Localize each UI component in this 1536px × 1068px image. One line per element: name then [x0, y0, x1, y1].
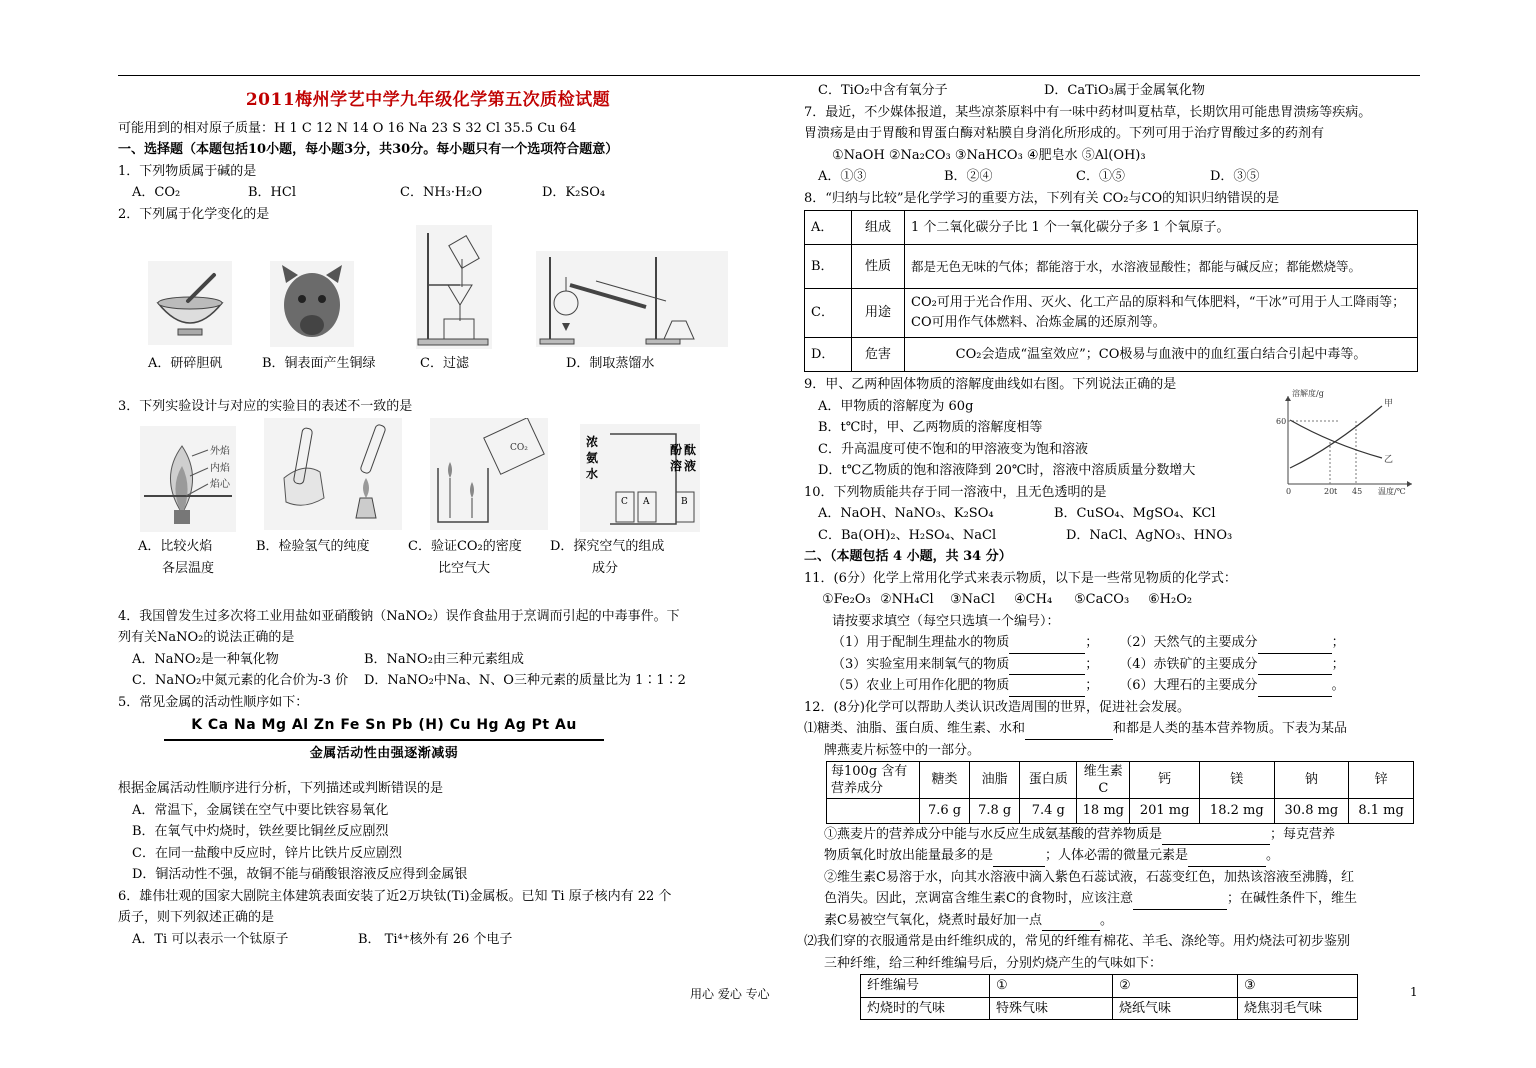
q9-stem: 9．甲、乙两种固体物质的溶解度曲线如右图。下列说法正确的是 — [804, 377, 1177, 392]
q8-cell-key: 用途 — [852, 289, 905, 338]
q8-cell-text: 都是无色无味的气体；都能溶于水，水溶液显酸性；都能与碱反应；都能燃烧等。 — [905, 245, 1418, 289]
q2-option-a: A．研碎胆矾 — [148, 356, 223, 371]
q2-stem: 2．下列属于化学变化的是 — [118, 206, 270, 222]
q8-cell-opt: D． — [805, 338, 852, 372]
q11-prompt-4: （4）赤铁矿的主要成分 — [1119, 656, 1258, 672]
table-row — [827, 799, 1414, 824]
q6-option-a: A．Ti 可以表示一个钛原子 — [132, 931, 289, 947]
q10-option-b: B．CuSO₄、MgSO₄、KCl — [1054, 506, 1216, 521]
nutrition-head-5: 钙 — [1130, 762, 1200, 799]
section-1-heading: 一、选择题（本题包括10小题，每小题3分，共30分。每小题只有一个选项符合题意） — [118, 142, 619, 157]
q10-option-a: A．NaOH、NaNO₃、K₂SO₄ — [818, 506, 994, 521]
table-row — [861, 975, 1358, 998]
solubility-graph — [1272, 384, 1422, 496]
q10-option-d: D．NaCl、AgNO₃、HNO₃ — [1066, 527, 1233, 543]
graph-xlabel: 温度/℃ — [1378, 487, 1406, 496]
curve-yi — [1290, 420, 1382, 458]
q3-option-c: C．验证CO₂的密度 — [408, 538, 522, 554]
nutrition-val-7: 30.8 mg — [1274, 799, 1349, 824]
q5-option-c: C．在同一盐酸中反应时，锌片比铁片反应剧烈 — [132, 845, 402, 861]
q12-answer-additive[interactable] — [1042, 910, 1100, 932]
q6-option-d: D．CaTiO₃属于金属氧化物 — [1044, 83, 1205, 98]
q9-option-a: A．甲物质的溶解度为 60g — [818, 398, 974, 414]
q1-option-d: D．K₂SO₄ — [542, 185, 606, 200]
metal-caption: 金属活动性由强逐渐减弱 — [309, 745, 459, 761]
table-row — [805, 338, 1418, 372]
metal-rule — [164, 739, 604, 741]
fiber-head-1: ① — [990, 975, 1113, 998]
table-row — [827, 762, 1414, 799]
q8-cell-opt: C． — [805, 289, 852, 338]
beaker-label-b: B — [681, 496, 688, 507]
q8-stem: 8．“归纳与比较”是化学学习的重要方法，下列有关 CO₂与CO的知识归纳错误的是 — [804, 190, 1280, 206]
q11-prompt-2: （2）天然气的主要成分 — [1119, 635, 1258, 650]
q8-cell-text: CO₂可用于光合作用、灭火、化工产品的原料和气体肥料，“干冰”可用于人工降雨等；CO可用作气体燃料、冶炼金属的还原剂等。 — [905, 289, 1418, 338]
q12-p2-line2: 三种纤维，给三种纤维编号后，分别灼烧产生的气味如下： — [824, 955, 1163, 971]
q7-option-a: A．①③ — [818, 169, 867, 184]
q12-s1-line1: ①燕麦片的营养成分中能与水反应生成氨基酸的营养物质是 ；每克营养 — [804, 824, 1424, 846]
q3-option-d: D．探究空气的组成 — [550, 538, 665, 554]
q6-stem-1: 6．雄伟壮观的国家大剧院主体建筑表面安装了近2万块钛(Ti)金属板。已知 Ti 原子核内有 22 个 — [118, 888, 672, 904]
nutrition-val-8: 8.1 mg — [1349, 799, 1414, 824]
q11-answer-6[interactable] — [1258, 675, 1332, 697]
q11-row-2: （3）实验室用来制氧气的物质 ； （4）赤铁矿的主要成分 ； — [804, 654, 1424, 676]
q4-options-cd — [118, 670, 738, 692]
q4-option-a: A．NaNO₂是一种氧化物 — [132, 651, 279, 667]
atomic-masses: 可能用到的相对原子质量：H 1 C 12 N 14 O 16 Na 23 S 32 Cl 35.5 Cu 64 — [118, 120, 577, 136]
nutrition-val-1: 7.6 g — [920, 799, 970, 824]
q6-option-b: B． Ti⁴⁺核外有 26 个电子 — [358, 931, 513, 947]
q7-stem-2: 胃溃疡是由于胃酸和胃蛋白酶对粘膜自身消化所形成的。下列可用于治疗胃酸过多的药剂有 — [804, 126, 1325, 141]
q7-option-c: C．①⑤ — [1076, 169, 1125, 184]
q5-option-d: D．铜活动性不强，故铜不能与硝酸银溶液反应得到金属银 — [132, 867, 468, 882]
q11-row-3: （5）农业上可用作化肥的物质 ； （6）大理石的主要成分 。 — [804, 675, 1424, 697]
nutrition-head-0: 每100g 含有营养成分 — [827, 762, 920, 799]
nutrition-head-3: 蛋白质 — [1020, 762, 1077, 799]
distillation-image — [536, 251, 728, 347]
q12-s2-line1: ②维生素C易溶于水，向其水溶液中滴入紫色石蕊试液，石蕊变红色，加热该溶液至沸腾，红 — [824, 869, 1354, 885]
q11-row-1: （1）用于配制生理盐水的物质 ； （2）天然气的主要成分 ； — [804, 632, 1424, 654]
co2-label: CO₂ — [510, 442, 528, 453]
q12-answer-protein[interactable] — [1162, 824, 1270, 846]
q12-answer-trace[interactable] — [1188, 845, 1266, 867]
q3-option-c-line2: 比空气大 — [438, 560, 491, 576]
beaker-label-c: C — [621, 496, 628, 507]
q8-cell-key: 危害 — [852, 338, 905, 372]
q11-item-5: ⑤CaCO₃ — [1074, 592, 1130, 607]
q4-option-b: B．NaNO₂由三种元素组成 — [364, 651, 524, 667]
q2-option-b: B．铜表面产生铜绿 — [262, 356, 376, 371]
q11-prompt-6: （6）大理石的主要成分 — [1119, 678, 1258, 693]
top-rule — [118, 75, 1420, 76]
nutrition-head-2: 油脂 — [970, 762, 1020, 799]
q6-option-c: C．TiO₂中含有氧分子 — [818, 83, 948, 98]
q2-figures — [118, 225, 738, 353]
page-number: 1 — [1410, 985, 1418, 999]
q3-option-d-line2: 成分 — [592, 560, 619, 576]
q12-stem: 12．(8分)化学可以帮助人类认识改造周围的世界，促进社会发展。 — [804, 699, 1190, 715]
nutrition-val-4: 18 mg — [1077, 799, 1130, 824]
co2-density-image — [430, 418, 548, 530]
q5-stem: 5．常见金属的活动性顺序如下： — [118, 694, 309, 710]
beaker-label-a: A — [643, 496, 650, 507]
q11-answer-4[interactable] — [1258, 654, 1332, 676]
q6-options-cd — [804, 80, 1424, 102]
q11-prompt-5: （5）农业上可用作化肥的物质 — [832, 678, 1010, 693]
fiber-row-2: 烧纸气味 — [1113, 997, 1238, 1020]
q7-option-b: B．②④ — [944, 169, 993, 184]
q10-options-cd — [804, 525, 1424, 547]
q12-s2-line2: 色消失。因此，烹调富含维生素C的食物时，应该注意 ；在碱性条件下，维生 — [804, 888, 1424, 910]
q3-stem: 3．下列实验设计与对应的实验目的表述不一致的是 — [118, 399, 413, 414]
q11-items — [804, 589, 1424, 611]
phenol-label-2: 酞 — [684, 442, 697, 457]
q6-stem-2: 质子，则下列叙述正确的是 — [118, 910, 275, 925]
table-row — [861, 997, 1358, 1020]
q4-options-ab — [118, 649, 738, 671]
q10-option-c: C．Ba(OH)₂、H₂SO₄、NaCl — [818, 527, 997, 543]
q8-cell-text: 1 个二氧化碳分子比 1 个一氧化碳分子多 1 个氧原子。 — [905, 211, 1418, 245]
q11-answer-1[interactable] — [1009, 632, 1085, 654]
q11-prompt-3: （3）实验室用来制氧气的物质 — [832, 656, 1010, 672]
ammonia-label-2: 氨 — [586, 450, 599, 465]
q12-s2-line3: 素C易被空气氧化，烧煮时最好加一点 。 — [804, 910, 1424, 932]
hydrogen-test-image — [264, 418, 402, 530]
q3-captions-2 — [118, 558, 738, 580]
q2-captions — [118, 353, 738, 375]
fiber-head-0: 纤维编号 — [861, 975, 990, 998]
page-footer: 用心 爱心 专心 — [690, 987, 770, 1001]
nutrition-val-2: 7.8 g — [970, 799, 1020, 824]
bronze-head-image — [270, 261, 354, 347]
q3-option-a-line2: 各层温度 — [162, 560, 215, 576]
right-column — [804, 80, 1424, 1020]
left-column — [118, 80, 738, 950]
q5-option-b: B．在氧气中灼烧时，铁丝要比铜丝反应剧烈 — [132, 824, 389, 839]
q12-p1-line2: 牌燕麦片标签中的一部分。 — [824, 742, 981, 758]
graph-x20: 20 — [1324, 487, 1335, 496]
nutrition-table — [826, 761, 1414, 824]
metal-activity-series — [164, 715, 604, 764]
fiber-table — [860, 974, 1358, 1020]
fiber-row-1: 特殊气味 — [990, 997, 1113, 1020]
table-row — [805, 245, 1418, 289]
q8-cell-text: CO₂会造成“温室效应”；CO极易与血液中的血红蛋白结合引起中毒等。 — [905, 338, 1418, 372]
q3-option-a: A．比较火焰 — [138, 538, 213, 554]
flame-image — [140, 426, 236, 532]
q1-options — [118, 182, 738, 204]
q9-option-d: D．t℃乙物质的饱和溶液降到 20℃时，溶液中溶质质量分数增大 — [818, 463, 1196, 478]
q11-item-4: ④CH₄ — [1014, 592, 1053, 607]
q8-cell-opt: B． — [805, 245, 852, 289]
q11-item-6: ⑥H₂O₂ — [1148, 592, 1193, 607]
q1-option-c: C．NH₃·H₂O — [400, 185, 483, 200]
q11-answer-2[interactable] — [1258, 632, 1332, 654]
q8-cell-opt: A． — [805, 211, 852, 245]
q11-item-2: ②NH₄Cl — [880, 592, 934, 607]
q9-option-c: C．升高温度可使不饱和的甲溶液变为饱和溶液 — [818, 441, 1088, 457]
ammonia-label-1: 浓 — [586, 434, 599, 449]
graph-x45: 45 — [1352, 487, 1363, 496]
q1-option-a: A．CO₂ — [132, 185, 181, 200]
nutrition-head-7: 钠 — [1274, 762, 1349, 799]
q12-p1-line1: ⑴糖类、油脂、蛋白质、维生素、水和 和都是人类的基本营养物质。下表为某品 — [804, 718, 1424, 740]
flame-label-inner: 内焰 — [210, 462, 230, 474]
nutrition-val-3: 7.4 g — [1020, 799, 1077, 824]
table-row — [805, 211, 1418, 245]
q6-options-ab — [118, 929, 738, 951]
q9-option-b: B．t℃时，甲、乙两物质的溶解度相等 — [818, 420, 1043, 435]
q11-stem: 11．(6分）化学上常用化学式来表示物质，以下是一些常见物质的化学式： — [804, 570, 1237, 586]
fiber-head-3: ③ — [1238, 975, 1358, 998]
graph-y60: 60 — [1276, 417, 1287, 426]
nutrition-head-6: 镁 — [1200, 762, 1275, 799]
q8-cell-key: 性质 — [852, 245, 905, 289]
flame-label-core: 焰心 — [210, 478, 230, 490]
phenol-label-3: 溶 — [670, 458, 683, 473]
q11-instructions: 请按要求填空（每空只选填一个编号）： — [832, 613, 1060, 629]
q3-option-b: B．检验氢气的纯度 — [256, 538, 370, 554]
flame-label-outer: 外焰 — [210, 445, 230, 457]
q8-table — [804, 210, 1418, 372]
q7-stem-1: 7．最近，不少媒体报道，某些凉茶原料中有一味中药材叫夏枯草，长期饮用可能患胃溃疡等疾病。 — [804, 104, 1372, 120]
q12-p2-line1: ⑵我们穿的衣服通常是由纤维织成的，常见的纤维有棉花、羊毛、涤纶等。用灼烧法可初步鉴别 — [804, 934, 1351, 949]
q11-item-1: ①Fe₂O₃ — [822, 592, 871, 607]
graph-ylabel: 溶解度/g — [1292, 389, 1324, 398]
q7-options — [804, 166, 1424, 188]
phenol-label-4: 液 — [684, 458, 697, 473]
q11-prompt-1: （1）用于配制生理盐水的物质 — [832, 635, 1010, 650]
q11-answer-5[interactable] — [1009, 675, 1085, 697]
q5-stem-2: 根据金属活动性顺序进行分析，下列描述或判断错误的是 — [118, 781, 444, 796]
q10-options-ab — [804, 503, 1424, 525]
filtration-image — [416, 225, 492, 349]
q4-option-d: D．NaNO₂中Na、N、O三种元素的质量比为 1∶1∶2 — [364, 673, 686, 688]
q12-answer-cooking[interactable] — [1133, 888, 1227, 910]
q4-stem-1: 4．我国曾发生过多次将工业用盐如亚硝酸钠（NaNO₂）误作食盐用于烹调而引起的中毒事件。下 — [118, 608, 680, 624]
q7-option-d: D．③⑤ — [1210, 169, 1260, 184]
q11-item-3: ③NaCl — [950, 592, 995, 607]
q12-answer-energy[interactable] — [993, 845, 1045, 867]
q4-option-c: C．NaNO₂中氮元素的化合价为-3 价 — [132, 673, 349, 688]
ammonia-phenol-image — [580, 424, 700, 532]
fiber-head-2: ② — [1113, 975, 1238, 998]
fiber-row-0: 灼烧时的气味 — [861, 997, 990, 1020]
q5-option-a: A．常温下，金属镁在空气中要比铁容易氧化 — [132, 802, 389, 818]
q11-answer-3[interactable] — [1009, 654, 1085, 676]
section-2-heading: 二、（本题包括 4 小题，共 34 分） — [804, 549, 1012, 564]
mortar-image — [148, 261, 232, 345]
q2-option-d: D．制取蒸馏水 — [566, 356, 655, 371]
nutrition-val-5: 201 mg — [1130, 799, 1200, 824]
graph-xt: t — [1334, 487, 1338, 496]
q8-cell-key: 组成 — [852, 211, 905, 245]
curve-jia — [1290, 406, 1382, 468]
graph-jia-label: 甲 — [1384, 399, 1394, 409]
graph-x0: 0 — [1286, 487, 1292, 496]
table-row — [805, 289, 1418, 338]
nutrition-val-6: 18.2 mg — [1200, 799, 1275, 824]
q3-captions-1 — [118, 536, 738, 558]
graph-yi-label: 乙 — [1384, 455, 1394, 465]
q7-items: ①NaOH ②Na₂CO₃ ③NaHCO₃ ④肥皂水 ⑤Al(OH)₃ — [832, 147, 1146, 163]
q12-answer-nutrient[interactable] — [1025, 718, 1113, 740]
q4-stem-2: 列有关NaNO₂的说法正确的是 — [118, 630, 295, 645]
q3-figures — [118, 418, 738, 536]
nutrition-head-4: 维生素C — [1077, 762, 1130, 799]
q2-option-c: C．过滤 — [420, 356, 469, 371]
ammonia-label-3: 水 — [586, 466, 599, 481]
q12-s1-line2: 物质氧化时放出能量最多的是 ；人体必需的微量元素是 。 — [804, 845, 1424, 867]
page-title: 2011梅州学艺中学九年级化学第五次质检试题 — [245, 90, 611, 110]
nutrition-val-0 — [827, 799, 920, 824]
q1-option-b: B．HCl — [248, 185, 296, 200]
q1-stem: 1．下列物质属于碱的是 — [118, 163, 257, 179]
metal-list: K Ca Na Mg Al Zn Fe Sn Pb (H) Cu Hg Ag Pt Au — [191, 717, 577, 733]
fiber-row-3: 烧焦羽毛气味 — [1238, 997, 1358, 1020]
nutrition-head-1: 糖类 — [920, 762, 970, 799]
nutrition-head-8: 锌 — [1349, 762, 1414, 799]
phenol-label-1: 酚 — [670, 442, 683, 457]
q10-stem: 10．下列物质能共存于同一溶液中，且无色透明的是 — [804, 484, 1107, 500]
